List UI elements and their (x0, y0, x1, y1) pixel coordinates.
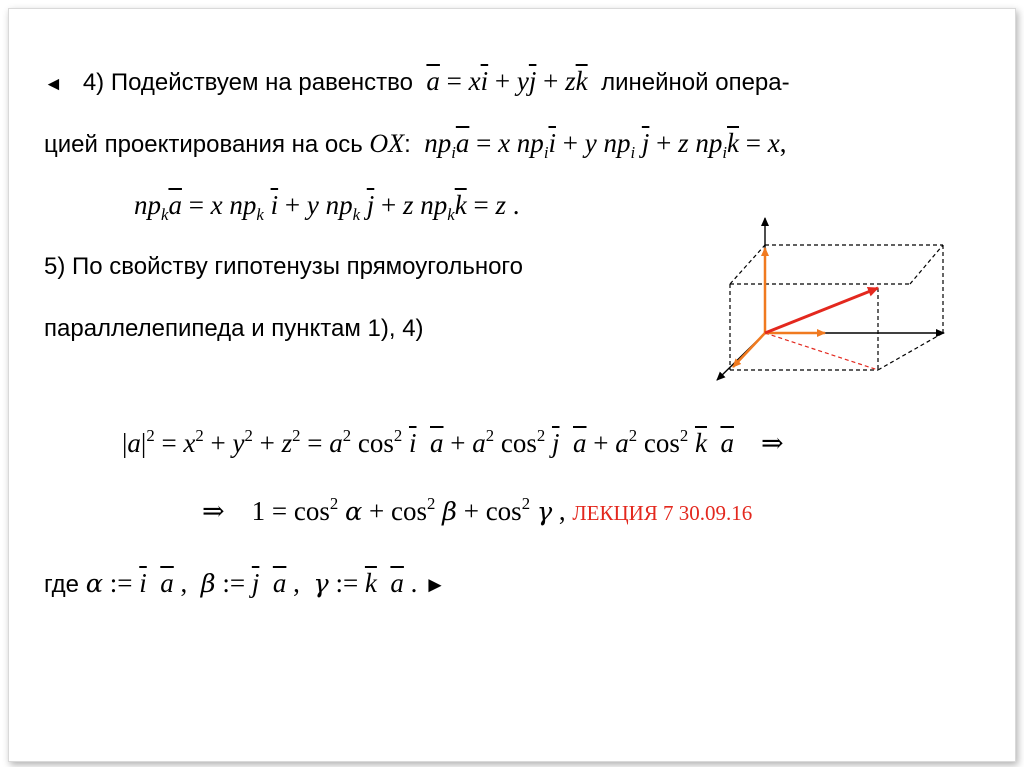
item4-line2-text: цией проектирования на ось (44, 131, 363, 158)
slide (8, 8, 1016, 762)
item4-after-text: линейной опера- (601, 69, 790, 96)
item4-line2 (44, 128, 786, 163)
item4-intro-text: 4) Подействуем на равенство (82, 69, 413, 96)
item5-line1: 5) По свойству гипотенузы прямоугольного (44, 253, 523, 280)
vector-a-arrow (765, 288, 878, 333)
box-edges (730, 245, 943, 370)
right-triangle-marker: ► (424, 572, 446, 597)
lecture-label: ЛЕКЦИЯ 7 30.09.16 (572, 500, 753, 525)
i-unit-vector (733, 333, 765, 367)
item5-line2: параллелепипеда и пунктам 1), 4) (44, 315, 424, 342)
where-word: где (44, 571, 80, 598)
cosine-sum-formula: ⇒ $1 = \cos^2 \alpha + \cos^2 \beta + \cos^2 \gamma$ , ЛЕКЦИЯ 7 30.09.16 (202, 494, 753, 527)
left-triangle-marker: ◄ (44, 74, 63, 95)
projection-z-formula: $np_k\overline{a} = x$ $np_k$ $\overline{i} + y$ $np_k$ $\overline{j} + z$ $np_k\overline{k} = z$ . (134, 190, 520, 224)
vector-equality: $\overline{a} = x\overline{i} + y\overline{j} + z\overline{k}$ (426, 66, 588, 96)
angle-definitions: α := $\overline{i}$ $\overline{a}$ , β := $\overline{j}$ $\overline{a}$ , γ := $\overline{k}$ $\overline{a}$ . (85, 568, 425, 599)
modulus-formula: $|a|^2 = x^2 + y^2 + z^2 = a^2$ $\cos^2 \overline{i}$ $\overline{a} + a^2$ $\cos^2 \overline{j}$ $\overline{a} + a^2$ $\cos^2 \overline{k}$ $\overline{a}$ ⇒ (122, 426, 784, 458)
axis-label: OX (369, 129, 405, 158)
parallelepiped-figure (700, 210, 950, 385)
item4-line1 (44, 66, 790, 97)
projection-x-formula: $np_i\overline{a} = x$ $np_i\overline{i} + y$ $np_i$ $\overline{j} + z$ $np_i\overline{k} = x$, (424, 128, 787, 162)
colon: : (404, 131, 411, 158)
where-line (44, 568, 446, 599)
